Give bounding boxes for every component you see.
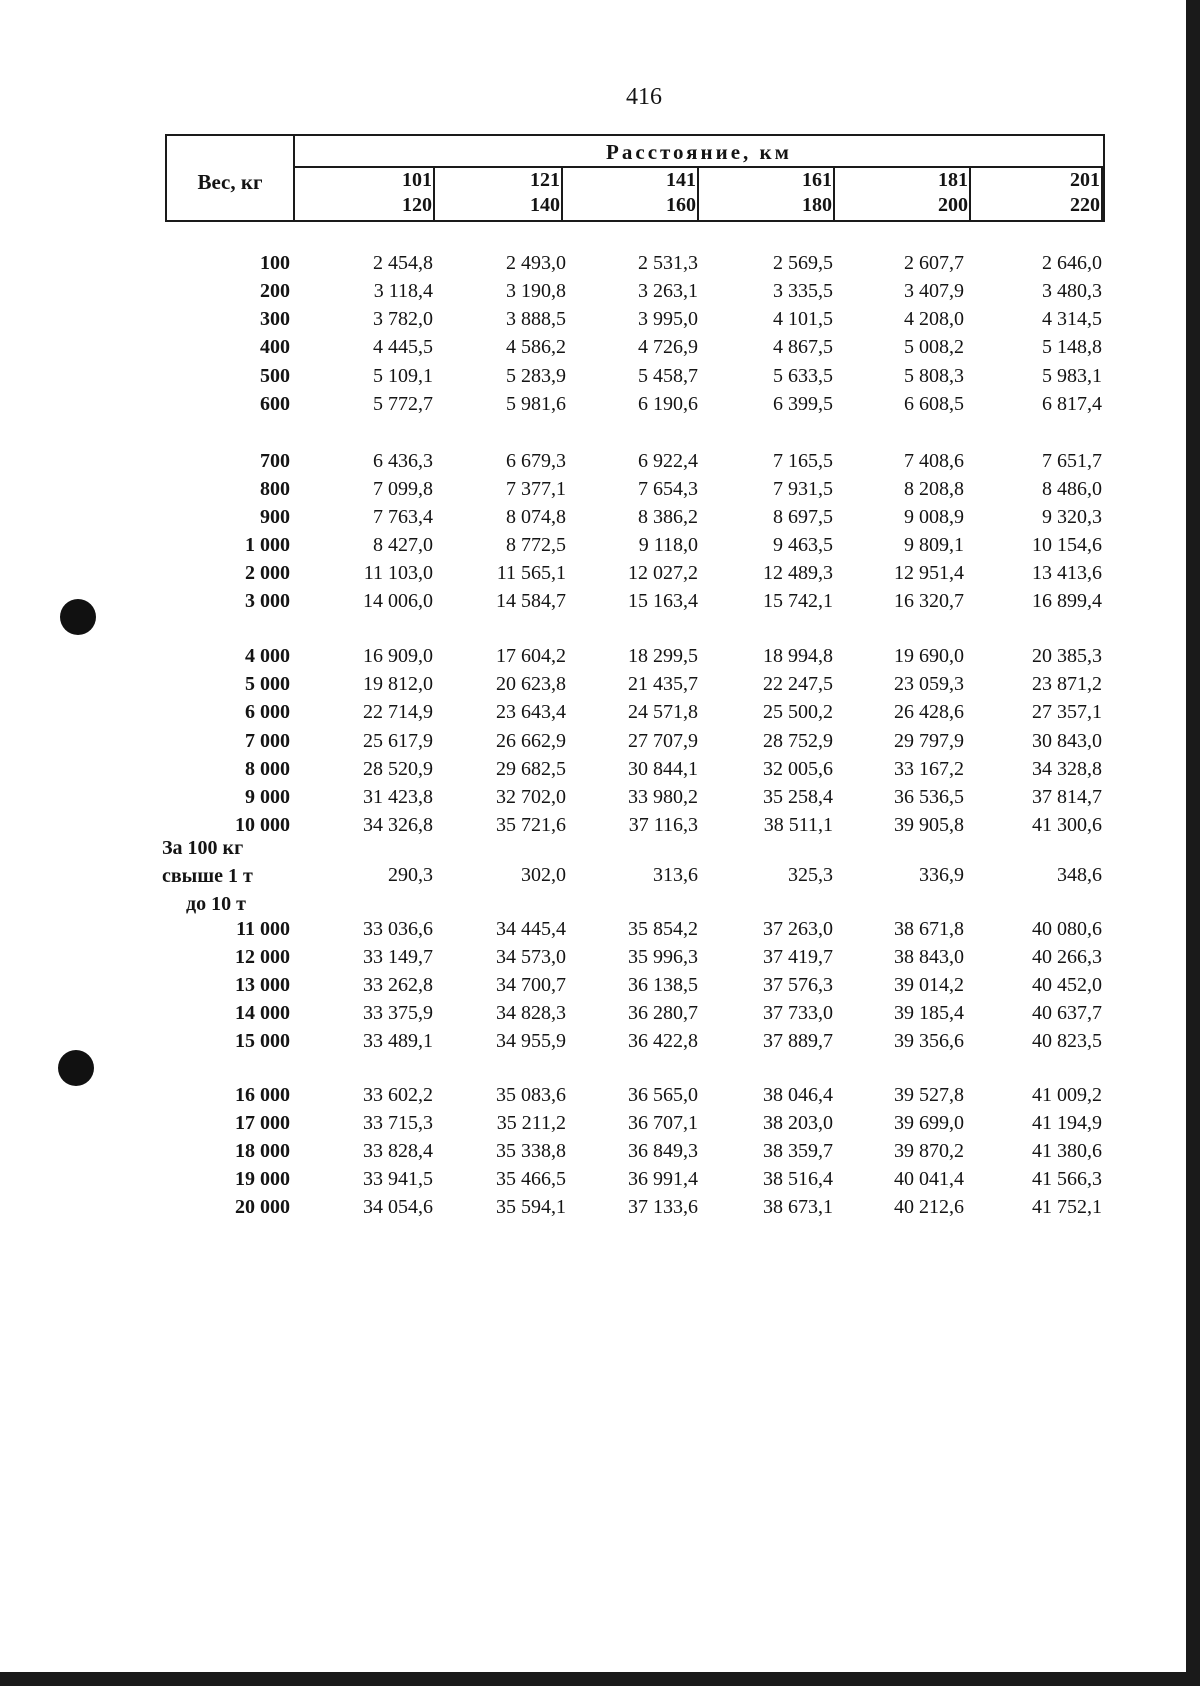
price-cell: 5 772,7 <box>373 393 433 415</box>
price-cell: 40 823,5 <box>1032 1030 1102 1052</box>
weight-cell: 17 000 <box>235 1112 290 1134</box>
price-cell: 15 163,4 <box>628 590 698 612</box>
price-cell: 32 005,6 <box>763 758 833 780</box>
price-cell: 33 715,3 <box>363 1112 433 1134</box>
range-to: 120 <box>402 194 432 216</box>
price-cell: 6 922,4 <box>638 450 698 472</box>
price-cell: 38 671,8 <box>894 918 964 940</box>
price-cell: 38 516,4 <box>763 1168 833 1190</box>
price-cell: 36 565,0 <box>628 1084 698 1106</box>
price-cell: 35 466,5 <box>496 1168 566 1190</box>
price-cell: 26 428,6 <box>894 701 964 723</box>
price-cell: 39 699,0 <box>894 1112 964 1134</box>
weight-cell: 13 000 <box>235 974 290 996</box>
extra-rate-value: 348,6 <box>1057 864 1102 886</box>
price-cell: 5 148,8 <box>1042 336 1102 358</box>
price-cell: 8 427,0 <box>373 534 433 556</box>
price-cell: 38 843,0 <box>894 946 964 968</box>
price-cell: 2 531,3 <box>638 252 698 274</box>
price-cell: 7 931,5 <box>773 478 833 500</box>
price-cell: 37 133,6 <box>628 1196 698 1218</box>
extra-rate-label: до 10 т <box>186 893 246 915</box>
price-cell: 6 399,5 <box>773 393 833 415</box>
price-cell: 3 782,0 <box>373 308 433 330</box>
price-cell: 4 726,9 <box>638 336 698 358</box>
extra-rate-value: 302,0 <box>521 864 566 886</box>
price-cell: 8 697,5 <box>773 506 833 528</box>
table-row <box>0 1112 1200 1140</box>
table-row <box>0 1168 1200 1196</box>
range-from: 201 <box>1070 169 1100 191</box>
table-row <box>0 645 1200 673</box>
price-cell: 23 871,2 <box>1032 673 1102 695</box>
price-cell: 33 149,7 <box>363 946 433 968</box>
table-row <box>0 252 1200 280</box>
price-cell: 11 103,0 <box>363 562 433 584</box>
price-cell: 29 682,5 <box>496 758 566 780</box>
weight-cell: 16 000 <box>235 1084 290 1106</box>
price-cell: 19 812,0 <box>363 673 433 695</box>
price-cell: 36 422,8 <box>628 1030 698 1052</box>
price-cell: 2 454,8 <box>373 252 433 274</box>
price-cell: 31 423,8 <box>363 786 433 808</box>
price-cell: 38 511,1 <box>763 814 833 836</box>
price-cell: 5 983,1 <box>1042 365 1102 387</box>
table-row <box>0 1196 1200 1224</box>
price-cell: 38 203,0 <box>763 1112 833 1134</box>
price-cell: 33 828,4 <box>363 1140 433 1162</box>
price-cell: 40 452,0 <box>1032 974 1102 996</box>
price-cell: 33 489,1 <box>363 1030 433 1052</box>
price-cell: 34 828,3 <box>496 1002 566 1024</box>
distance-range-header <box>699 168 835 222</box>
price-cell: 3 407,9 <box>904 280 964 302</box>
price-cell: 3 263,1 <box>638 280 698 302</box>
price-cell: 32 702,0 <box>496 786 566 808</box>
price-cell: 35 083,6 <box>496 1084 566 1106</box>
table-row <box>0 590 1200 618</box>
price-cell: 3 888,5 <box>506 308 566 330</box>
price-cell: 14 584,7 <box>496 590 566 612</box>
price-cell: 4 101,5 <box>773 308 833 330</box>
distance-column-header: Расстояние, км <box>295 136 1103 168</box>
price-cell: 33 941,5 <box>363 1168 433 1190</box>
price-cell: 9 320,3 <box>1042 506 1102 528</box>
table-row <box>0 673 1200 701</box>
price-cell: 12 951,4 <box>894 562 964 584</box>
weight-cell: 500 <box>260 365 290 387</box>
weight-cell: 12 000 <box>235 946 290 968</box>
price-cell: 3 480,3 <box>1042 280 1102 302</box>
price-cell: 16 320,7 <box>894 590 964 612</box>
table-row <box>0 730 1200 758</box>
price-cell: 3 335,5 <box>773 280 833 302</box>
price-cell: 8 486,0 <box>1042 478 1102 500</box>
price-cell: 7 651,7 <box>1042 450 1102 472</box>
price-cell: 7 099,8 <box>373 478 433 500</box>
price-cell: 4 586,2 <box>506 336 566 358</box>
weight-cell: 14 000 <box>235 1002 290 1024</box>
extra-rate-label: За 100 кг <box>162 837 244 859</box>
price-cell: 15 742,1 <box>763 590 833 612</box>
price-cell: 30 843,0 <box>1032 730 1102 752</box>
price-cell: 39 014,2 <box>894 974 964 996</box>
price-cell: 9 809,1 <box>904 534 964 556</box>
price-cell: 35 996,3 <box>628 946 698 968</box>
price-cell: 41 009,2 <box>1032 1084 1102 1106</box>
range-to: 220 <box>1070 194 1100 216</box>
price-cell: 33 036,6 <box>363 918 433 940</box>
price-cell: 28 520,9 <box>363 758 433 780</box>
extra-rate-value: 290,3 <box>388 864 433 886</box>
weight-column-header: Вес, кг <box>167 136 295 220</box>
price-cell: 9 008,9 <box>904 506 964 528</box>
extra-rate-value: 313,6 <box>653 864 698 886</box>
price-cell: 35 258,4 <box>763 786 833 808</box>
table-row <box>0 365 1200 393</box>
table-row <box>0 1030 1200 1058</box>
price-cell: 41 752,1 <box>1032 1196 1102 1218</box>
price-cell: 39 356,6 <box>894 1030 964 1052</box>
price-cell: 36 280,7 <box>628 1002 698 1024</box>
weight-cell: 19 000 <box>235 1168 290 1190</box>
weight-cell: 1 000 <box>245 534 290 556</box>
extra-rate-row <box>0 864 1200 892</box>
price-cell: 33 980,2 <box>628 786 698 808</box>
price-cell: 2 569,5 <box>773 252 833 274</box>
table-row <box>0 336 1200 364</box>
distance-range-header <box>435 168 563 222</box>
price-cell: 25 500,2 <box>763 701 833 723</box>
price-cell: 8 208,8 <box>904 478 964 500</box>
price-cell: 8 772,5 <box>506 534 566 556</box>
range-to: 160 <box>666 194 696 216</box>
range-from: 121 <box>530 169 560 191</box>
price-cell: 5 808,3 <box>904 365 964 387</box>
table-row <box>0 308 1200 336</box>
extra-rate-value: 336,9 <box>919 864 964 886</box>
price-cell: 22 247,5 <box>763 673 833 695</box>
price-cell: 12 027,2 <box>628 562 698 584</box>
weight-cell: 100 <box>260 252 290 274</box>
weight-cell: 2 000 <box>245 562 290 584</box>
price-cell: 3 118,4 <box>373 280 433 302</box>
weight-cell: 400 <box>260 336 290 358</box>
table-header <box>165 134 1105 222</box>
price-cell: 6 608,5 <box>904 393 964 415</box>
price-cell: 34 573,0 <box>496 946 566 968</box>
price-cell: 20 623,8 <box>496 673 566 695</box>
price-cell: 23 643,4 <box>496 701 566 723</box>
range-from: 101 <box>402 169 432 191</box>
price-cell: 6 679,3 <box>506 450 566 472</box>
price-cell: 5 008,2 <box>904 336 964 358</box>
extra-rate-label: свыше 1 т <box>162 865 253 887</box>
price-cell: 38 046,4 <box>763 1084 833 1106</box>
weight-cell: 6 000 <box>245 701 290 723</box>
weight-cell: 9 000 <box>245 786 290 808</box>
weight-cell: 600 <box>260 393 290 415</box>
price-cell: 5 981,6 <box>506 393 566 415</box>
price-cell: 40 266,3 <box>1032 946 1102 968</box>
price-cell: 41 300,6 <box>1032 814 1102 836</box>
price-cell: 36 707,1 <box>628 1112 698 1134</box>
price-cell: 20 385,3 <box>1032 645 1102 667</box>
price-cell: 10 154,6 <box>1032 534 1102 556</box>
price-cell: 18 994,8 <box>763 645 833 667</box>
distance-range-header <box>971 168 1103 222</box>
distance-range-header <box>295 168 435 222</box>
weight-cell: 200 <box>260 280 290 302</box>
price-cell: 6 817,4 <box>1042 393 1102 415</box>
range-from: 161 <box>802 169 832 191</box>
price-cell: 35 338,8 <box>496 1140 566 1162</box>
price-cell: 8 074,8 <box>506 506 566 528</box>
price-cell: 5 109,1 <box>373 365 433 387</box>
weight-cell: 5 000 <box>245 673 290 695</box>
price-cell: 7 763,4 <box>373 506 433 528</box>
price-cell: 4 208,0 <box>904 308 964 330</box>
extra-rate-value: 325,3 <box>788 864 833 886</box>
table-row <box>0 701 1200 729</box>
price-cell: 22 714,9 <box>363 701 433 723</box>
price-cell: 37 889,7 <box>763 1030 833 1052</box>
price-cell: 40 041,4 <box>894 1168 964 1190</box>
price-cell: 7 654,3 <box>638 478 698 500</box>
price-cell: 34 445,4 <box>496 918 566 940</box>
table-row <box>0 450 1200 478</box>
price-cell: 37 576,3 <box>763 974 833 996</box>
price-cell: 4 314,5 <box>1042 308 1102 330</box>
price-cell: 5 283,9 <box>506 365 566 387</box>
price-cell: 8 386,2 <box>638 506 698 528</box>
price-cell: 3 995,0 <box>638 308 698 330</box>
price-cell: 34 700,7 <box>496 974 566 996</box>
price-cell: 5 458,7 <box>638 365 698 387</box>
price-cell: 24 571,8 <box>628 701 698 723</box>
table-row <box>0 1140 1200 1168</box>
price-cell: 37 733,0 <box>763 1002 833 1024</box>
price-cell: 7 165,5 <box>773 450 833 472</box>
range-from: 141 <box>666 169 696 191</box>
price-cell: 35 854,2 <box>628 918 698 940</box>
price-cell: 27 707,9 <box>628 730 698 752</box>
price-cell: 14 006,0 <box>363 590 433 612</box>
price-cell: 33 602,2 <box>363 1084 433 1106</box>
price-cell: 33 375,9 <box>363 1002 433 1024</box>
range-to: 180 <box>802 194 832 216</box>
price-cell: 3 190,8 <box>506 280 566 302</box>
price-cell: 37 814,7 <box>1032 786 1102 808</box>
weight-cell: 20 000 <box>235 1196 290 1218</box>
weight-cell: 15 000 <box>235 1030 290 1052</box>
price-cell: 39 527,8 <box>894 1084 964 1106</box>
range-to: 140 <box>530 194 560 216</box>
price-cell: 11 565,1 <box>496 562 566 584</box>
weight-cell: 800 <box>260 478 290 500</box>
weight-cell: 7 000 <box>245 730 290 752</box>
price-cell: 9 118,0 <box>638 534 698 556</box>
price-cell: 36 138,5 <box>628 974 698 996</box>
table-row <box>0 918 1200 946</box>
price-cell: 7 408,6 <box>904 450 964 472</box>
price-cell: 37 116,3 <box>628 814 698 836</box>
price-cell: 33 262,8 <box>363 974 433 996</box>
table-row <box>0 974 1200 1002</box>
price-cell: 39 870,2 <box>894 1140 964 1162</box>
price-cell: 34 328,8 <box>1032 758 1102 780</box>
price-cell: 37 263,0 <box>763 918 833 940</box>
price-cell: 35 594,1 <box>496 1196 566 1218</box>
table-row <box>0 946 1200 974</box>
price-cell: 4 867,5 <box>773 336 833 358</box>
price-cell: 21 435,7 <box>628 673 698 695</box>
table-row <box>0 1002 1200 1030</box>
price-cell: 2 493,0 <box>506 252 566 274</box>
table-row <box>0 534 1200 562</box>
price-cell: 13 413,6 <box>1032 562 1102 584</box>
price-cell: 39 185,4 <box>894 1002 964 1024</box>
price-cell: 30 844,1 <box>628 758 698 780</box>
price-cell: 40 212,6 <box>894 1196 964 1218</box>
price-cell: 23 059,3 <box>894 673 964 695</box>
price-cell: 36 849,3 <box>628 1140 698 1162</box>
price-cell: 36 536,5 <box>894 786 964 808</box>
price-cell: 28 752,9 <box>763 730 833 752</box>
table-row <box>0 786 1200 814</box>
price-cell: 16 909,0 <box>363 645 433 667</box>
weight-cell: 11 000 <box>236 918 290 940</box>
price-cell: 5 633,5 <box>773 365 833 387</box>
weight-cell: 10 000 <box>235 814 290 836</box>
price-cell: 37 419,7 <box>763 946 833 968</box>
table-row <box>0 506 1200 534</box>
price-cell: 41 380,6 <box>1032 1140 1102 1162</box>
table-row <box>0 1084 1200 1112</box>
price-cell: 41 566,3 <box>1032 1168 1102 1190</box>
price-cell: 19 690,0 <box>894 645 964 667</box>
price-cell: 9 463,5 <box>773 534 833 556</box>
price-cell: 2 607,7 <box>904 252 964 274</box>
weight-cell: 8 000 <box>245 758 290 780</box>
price-cell: 17 604,2 <box>496 645 566 667</box>
table-row <box>0 393 1200 421</box>
range-to: 200 <box>938 194 968 216</box>
price-cell: 27 357,1 <box>1032 701 1102 723</box>
price-cell: 34 955,9 <box>496 1030 566 1052</box>
distance-range-header <box>563 168 699 222</box>
price-cell: 39 905,8 <box>894 814 964 836</box>
table-row <box>0 478 1200 506</box>
price-cell: 7 377,1 <box>506 478 566 500</box>
price-cell: 36 991,4 <box>628 1168 698 1190</box>
price-cell: 38 673,1 <box>763 1196 833 1218</box>
price-cell: 16 899,4 <box>1032 590 1102 612</box>
range-from: 181 <box>938 169 968 191</box>
weight-cell: 3 000 <box>245 590 290 612</box>
price-cell: 34 326,8 <box>363 814 433 836</box>
price-cell: 26 662,9 <box>496 730 566 752</box>
price-cell: 4 445,5 <box>373 336 433 358</box>
price-cell: 38 359,7 <box>763 1140 833 1162</box>
price-cell: 40 637,7 <box>1032 1002 1102 1024</box>
price-cell: 6 436,3 <box>373 450 433 472</box>
weight-cell: 900 <box>260 506 290 528</box>
price-cell: 34 054,6 <box>363 1196 433 1218</box>
weight-cell: 700 <box>260 450 290 472</box>
price-cell: 18 299,5 <box>628 645 698 667</box>
price-cell: 12 489,3 <box>763 562 833 584</box>
price-cell: 35 721,6 <box>496 814 566 836</box>
distance-range-header <box>835 168 971 222</box>
weight-cell: 4 000 <box>245 645 290 667</box>
price-cell: 25 617,9 <box>363 730 433 752</box>
weight-cell: 300 <box>260 308 290 330</box>
price-cell: 29 797,9 <box>894 730 964 752</box>
price-cell: 40 080,6 <box>1032 918 1102 940</box>
weight-cell: 18 000 <box>235 1140 290 1162</box>
table-row <box>0 562 1200 590</box>
price-cell: 6 190,6 <box>638 393 698 415</box>
price-cell: 33 167,2 <box>894 758 964 780</box>
table-row <box>0 758 1200 786</box>
page-number: 416 <box>626 84 662 110</box>
price-cell: 2 646,0 <box>1042 252 1102 274</box>
price-cell: 41 194,9 <box>1032 1112 1102 1134</box>
table-row <box>0 280 1200 308</box>
price-cell: 35 211,2 <box>496 1112 566 1134</box>
